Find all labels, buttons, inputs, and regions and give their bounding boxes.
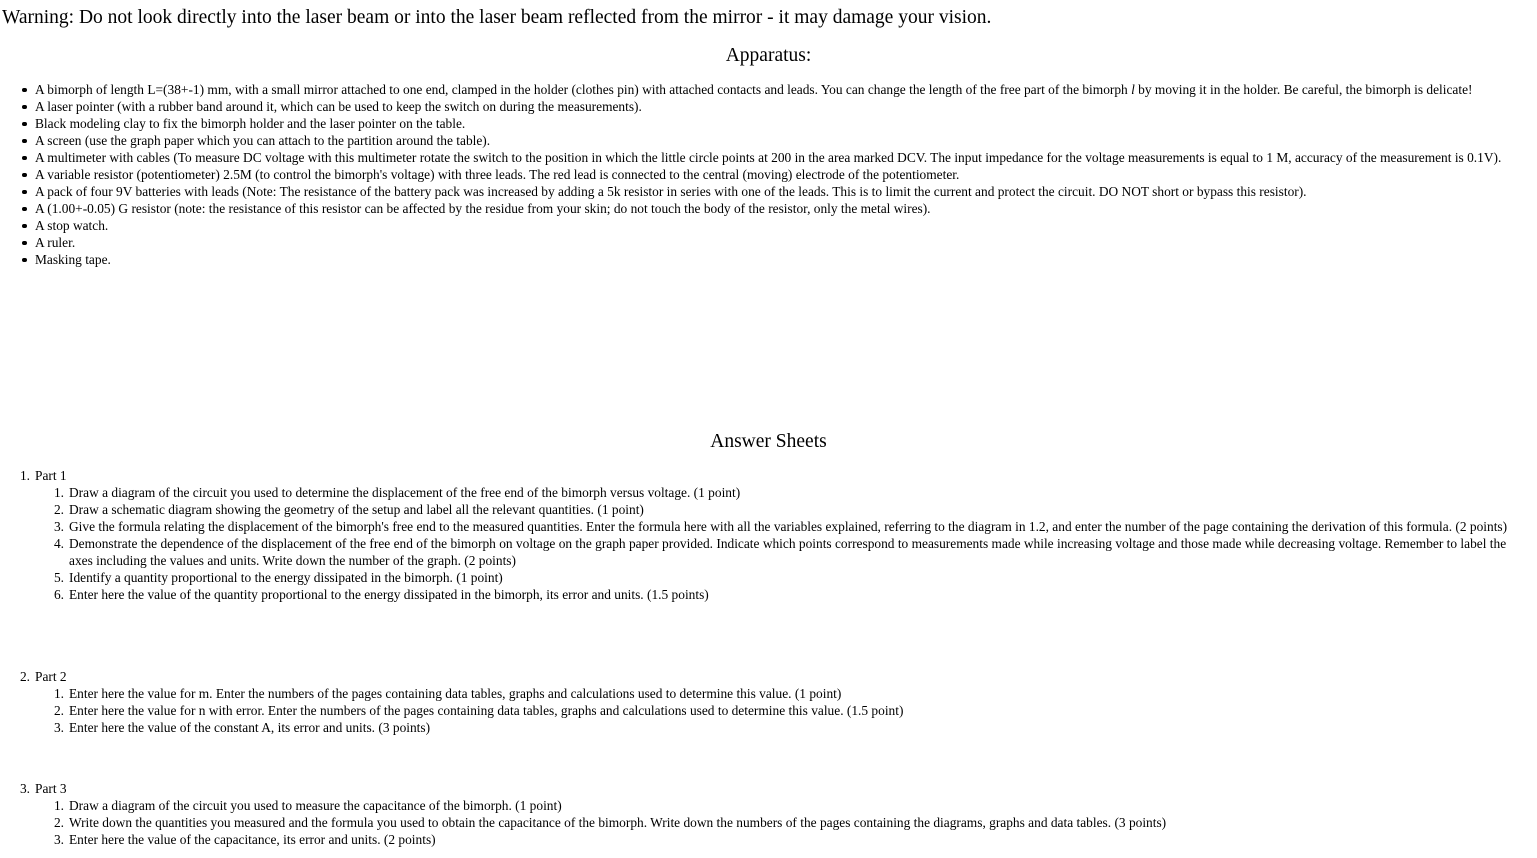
question-1-5: 5. Identify a quantity proportional to the energy dissipated in the bimorph. (1 point) <box>53 570 503 585</box>
part-label: Part 2 <box>35 669 67 684</box>
part-2-section <box>0 668 1537 736</box>
part-3-heading <box>0 780 1537 797</box>
apparatus-heading: Apparatus: <box>725 45 812 66</box>
part-1-questions <box>0 484 1537 603</box>
part-number: 3. <box>19 781 30 796</box>
part-3-questions <box>0 797 1537 848</box>
apparatus-item-modeling-clay: Black modeling clay to fix the bimorph holder and the laser pointer on the table. <box>35 115 1532 132</box>
answer-sheets-heading: Answer Sheets <box>710 431 827 452</box>
question-2-3: 3. Enter here the value of the constant A, its error and units. (3 points) <box>53 720 431 735</box>
apparatus-item-multimeter: A multimeter with cables (To measure DC voltage with this multimeter rotate the switch to the position in which the little circle points at 200 in the area marked DCV. The input impedance for the voltage measurements is equal to 1 M, accuracy of the measurement is 0.1V). <box>35 149 1532 166</box>
question-2-1: 1. Enter here the value for m. Enter the numbers of the pages containing data tables, graphs and calculations used to determine this value. (1 point) <box>53 686 842 701</box>
apparatus-item-screen: A screen (use the graph paper which you can attach to the partition around the table). <box>35 132 1532 149</box>
part-2-questions <box>0 685 1537 736</box>
question-1-4: 4. Demonstrate the dependence of the displacement of the free end of the bimorph on voltage on the graph paper provided. Indicate which points correspond to measurements made while increasing voltage and those made while decreasing voltage. Remember to label the axes including the values and units. Write down the number of the graph. (2 points) <box>53 536 1507 568</box>
question-1-3: 3. Give the formula relating the displacement of the bimorph's free end to the measured quantities. Enter the formula here with all the variables explained, referring to the diagram in 1.2, and enter the number of the page containing the derivation of this formula. (2 points) <box>53 519 1508 534</box>
variable-l: l <box>1131 82 1135 97</box>
part-1-heading <box>0 467 1537 484</box>
part-2-heading <box>0 668 1537 685</box>
part-label: Part 1 <box>35 468 67 483</box>
question-3-2: 2. Write down the quantities you measured and the formula you used to obtain the capacitance of the bimorph. Write down the numbers of the pages containing the diagrams, graphs and data tables. (3 points) <box>53 815 1167 830</box>
apparatus-item-variable-resistor: A variable resistor (potentiometer) 2.5M (to control the bimorph's voltage) with three leads. The red lead is connected to the central (moving) electrode of the potentiometer. <box>35 166 1532 183</box>
question-1-2: 2. Draw a schematic diagram showing the geometry of the setup and label all the relevant quantities. (1 point) <box>53 502 644 517</box>
part-number: 1. <box>19 468 30 483</box>
apparatus-item-laser-pointer: A laser pointer (with a rubber band around it, which can be used to keep the switch on during the measurements). <box>35 98 1532 115</box>
part-3-section <box>0 780 1537 848</box>
apparatus-list <box>35 81 1532 268</box>
apparatus-item-stop-watch: A stop watch. <box>35 217 1532 234</box>
question-3-1: 1. Draw a diagram of the circuit you used to measure the capacitance of the bimorph. (1 point) <box>53 798 562 813</box>
part-label: Part 3 <box>35 781 67 796</box>
apparatus-item-g-resistor: A (1.00+-0.05) G resistor (note: the resistance of this resistor can be affected by the residue from your skin; do not touch the body of the resistor, only the metal wires). <box>35 200 1532 217</box>
part-1-section <box>0 467 1537 603</box>
warning-text: Warning: Do not look directly into the laser beam or into the laser beam reflected from the mirror - it may damage your vision. <box>2 7 992 28</box>
apparatus-item-bimorph: A bimorph of length L=(38+-1) mm, with a small mirror attached to one end, clamped in the holder (clothes pin) with attached contacts and leads. You can change the length of the free part of the bimorph l by moving it in the holder. Be careful, the bimorph is delicate! <box>35 81 1532 98</box>
apparatus-item-battery-pack: A pack of four 9V batteries with leads (Note: The resistance of the battery pack was increased by adding a 5k resistor in series with one of the leads. This is to limit the current and protect the circuit. DO NOT short or bypass this resistor). <box>35 183 1532 200</box>
part-number: 2. <box>19 669 30 684</box>
question-1-6: 6. Enter here the value of the quantity proportional to the energy dissipated in the bimorph, its error and units. (1.5 points) <box>53 587 709 602</box>
question-3-3: 3. Enter here the value of the capacitance, its error and units. (2 points) <box>53 832 436 847</box>
question-1-1: 1. Draw a diagram of the circuit you used to determine the displacement of the free end of the bimorph versus voltage. (1 point) <box>53 485 741 500</box>
apparatus-item-ruler: A ruler. <box>35 234 1532 251</box>
apparatus-item-masking-tape: Masking tape. <box>35 251 1532 268</box>
question-2-2: 2. Enter here the value for n with error. Enter the numbers of the pages containing data tables, graphs and calculations used to determine this value. (1.5 point) <box>53 703 904 718</box>
